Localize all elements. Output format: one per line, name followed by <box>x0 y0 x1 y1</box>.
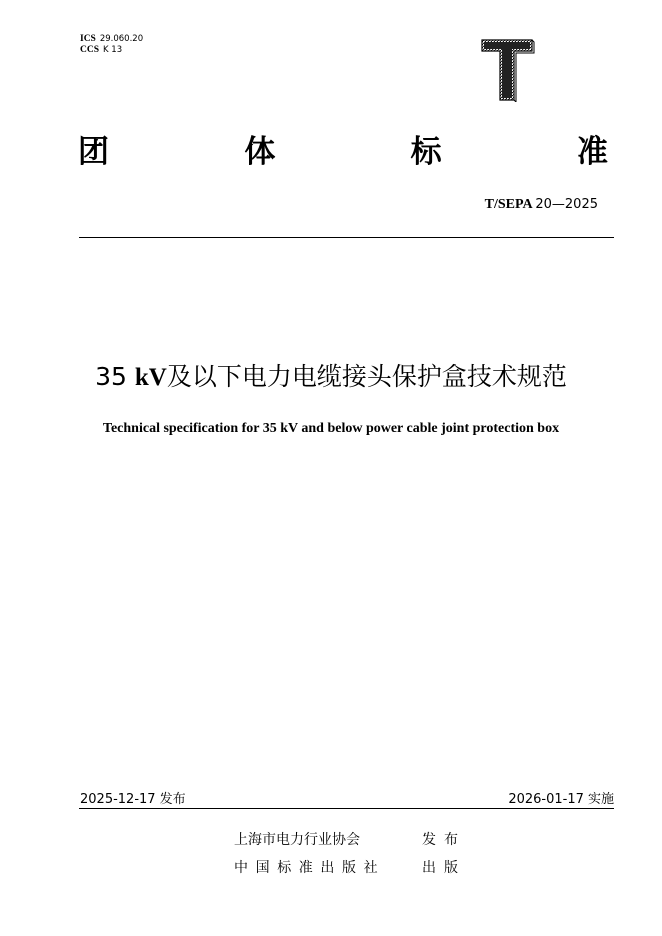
standard-number <box>485 197 598 213</box>
publisher-row <box>234 826 466 854</box>
publisher-name: 上海市电力行业协会 <box>234 832 360 848</box>
standard-type-heading <box>78 132 608 172</box>
standard-type-char: 准 <box>576 134 608 170</box>
standard-type-char: 标 <box>410 134 442 170</box>
publisher-action: 出版 <box>422 860 466 876</box>
ics-code: ICS 29.060.20 <box>80 34 144 44</box>
footer-divider <box>79 808 614 809</box>
publisher-block <box>234 826 466 882</box>
title-english: Technical specification for 35 kV and below power cable joint protection box <box>102 421 560 436</box>
standard-logo-icon <box>480 38 536 102</box>
standard-type-char: 团 <box>78 134 109 170</box>
implementation-date: 2026-01-17 实施 <box>508 792 614 807</box>
standard-type-char: 体 <box>244 134 276 170</box>
classification-codes <box>80 34 143 56</box>
ccs-code: CCS K 13 <box>80 45 123 55</box>
publisher-row <box>234 854 466 882</box>
title-chinese: 35 kV及以下电力电缆接头保护盒技术规范 <box>95 362 567 391</box>
publisher-name: 中国标准出版社 <box>234 860 386 876</box>
issue-date: 2025-12-17 发布 <box>80 792 186 807</box>
header-divider <box>79 237 614 238</box>
standard-number-value: 20—2025 <box>535 197 598 212</box>
standard-number-prefix: T/SEPA <box>484 197 532 212</box>
publisher-action: 发布 <box>422 832 466 848</box>
